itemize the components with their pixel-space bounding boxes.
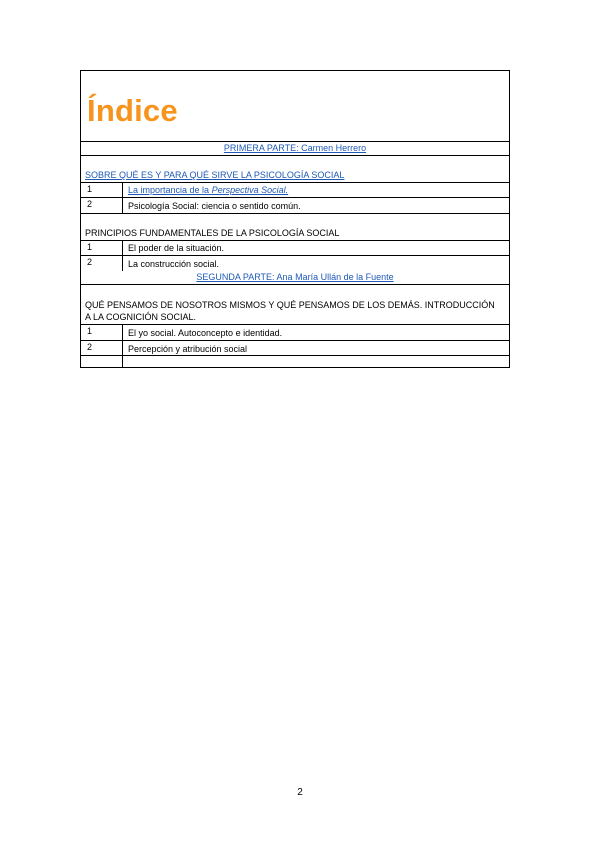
entry-text: El yo social. Autoconcepto e identidad. xyxy=(128,328,283,338)
table-row xyxy=(81,183,509,198)
entry-number: 1 xyxy=(81,241,123,255)
table-row xyxy=(81,256,509,271)
entry-number: 1 xyxy=(81,325,123,340)
entry-text: El poder de la situación. xyxy=(128,243,225,253)
table-row xyxy=(81,198,509,214)
part2-link[interactable]: SEGUNDA PARTE: Ana María Ullán de la Fuente xyxy=(196,272,394,282)
section1-link[interactable]: SOBRE QUÉ ES Y PARA QUÉ SIRVE LA PSICOLOGÍA SOCIAL xyxy=(85,170,345,180)
entry-number: 2 xyxy=(81,198,123,213)
section3-row xyxy=(81,285,509,325)
part1-row xyxy=(81,141,509,156)
table-row-empty xyxy=(81,356,509,367)
part1-link[interactable]: PRIMERA PARTE: Carmen Herrero xyxy=(223,143,367,153)
entry-number: 2 xyxy=(81,256,123,271)
entry-number: 1 xyxy=(81,183,123,197)
table-row xyxy=(81,241,509,256)
entry-text: La construcción social. xyxy=(128,259,220,269)
table-of-contents xyxy=(80,70,510,368)
section1-row xyxy=(81,156,509,183)
section2-title: PRINCIPIOS FUNDAMENTALES DE LA PSICOLOGÍA SOCIAL xyxy=(85,228,340,238)
part2-row xyxy=(81,270,509,285)
table-row xyxy=(81,325,509,341)
entry-number-empty xyxy=(81,356,123,367)
entry-link-perspectiva-social[interactable]: La importancia de la Perspectiva Social. xyxy=(128,185,289,195)
page-title: Índice xyxy=(87,93,178,128)
section3-title: QUÉ PENSAMOS DE NOSOTROS MISMOS Y QUÉ PENSAMOS DE LOS DEMÁS. INTRODUCCIÓN A LA COGNICIÓN SOCIAL. xyxy=(85,300,495,322)
title-row xyxy=(81,71,509,142)
page-number: 2 xyxy=(297,787,303,798)
entry-text: Percepción y atribución social xyxy=(128,344,248,354)
section2-row xyxy=(81,214,509,241)
entry-text: Psicología Social: ciencia o sentido común. xyxy=(128,201,301,211)
table-row xyxy=(81,341,509,356)
entry-number: 2 xyxy=(81,341,123,355)
